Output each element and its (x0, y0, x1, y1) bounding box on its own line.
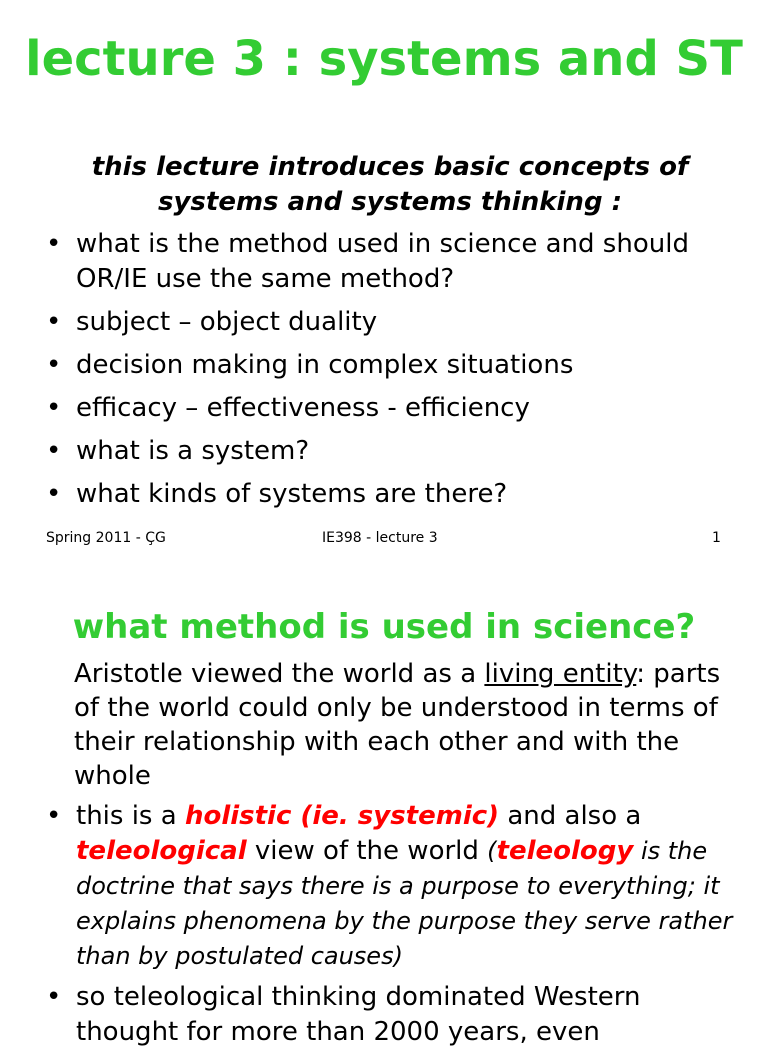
bullet-dot: • (46, 350, 62, 380)
highlight-term: holistic (ie. systemic) (184, 801, 500, 831)
bullet-text: so teleological thinking dominated Western thought for more than 2000 years, even (76, 982, 641, 1047)
bullet-text: this is a (76, 801, 185, 831)
list-item (0, 391, 768, 426)
para-text: : parts of the world could only be understood in terms of their relationship with each other and with the whole (74, 659, 721, 791)
list-item (0, 227, 768, 297)
list-item (0, 477, 768, 512)
bullet-text: and also a (499, 801, 642, 831)
bullet-text: subject – object duality (76, 307, 378, 337)
list-item (0, 980, 768, 1050)
footer-date: Spring 2011 - ÇG (46, 530, 166, 546)
bullet-text: what is the method used in science and should OR/IE use the same method? (76, 229, 689, 294)
bullet-dot: • (46, 801, 62, 831)
bullet-list (0, 799, 768, 1056)
list-item (0, 305, 768, 340)
definition-note: is the doctrine that says there is a purpose to everything; it explains phenomena by the purpose they serve rather than by postulated causes) (76, 837, 733, 970)
bullet-list (0, 227, 768, 520)
highlight-term: teleology (496, 836, 634, 866)
slide-intro: this lecture introduces basic concepts of systems and systems thinking : (91, 152, 689, 217)
slide-title: lecture 3 : systems and ST (25, 31, 743, 87)
underlined-term: living entity (484, 659, 637, 689)
slide-title: what method is used in science? (72, 607, 696, 647)
list-item (0, 799, 768, 974)
intro-paragraph (74, 657, 734, 793)
bullet-text: what kinds of systems are there? (76, 479, 508, 509)
bullet-dot: • (46, 229, 62, 259)
bullet-dot: • (46, 307, 62, 337)
slide-2 (0, 580, 768, 1047)
bullet-dot: • (46, 479, 62, 509)
list-item (0, 348, 768, 383)
footer-course: IE398 - lecture 3 (322, 530, 438, 546)
bullet-dot: • (46, 982, 62, 1012)
bullet-dot: • (46, 393, 62, 423)
list-item (0, 434, 768, 469)
para-text: Aristotle viewed the world as a (74, 659, 485, 689)
paren-open: ( (487, 837, 497, 865)
footer-page-number: 1 (712, 530, 721, 546)
bullet-text: view of the world (246, 836, 488, 866)
bullet-text: efficacy – effectiveness - efficiency (76, 393, 530, 423)
bullet-text: what is a system? (76, 436, 310, 466)
highlight-term: teleological (76, 836, 247, 866)
bullet-dot: • (46, 436, 62, 466)
bullet-text: decision making in complex situations (76, 350, 574, 380)
